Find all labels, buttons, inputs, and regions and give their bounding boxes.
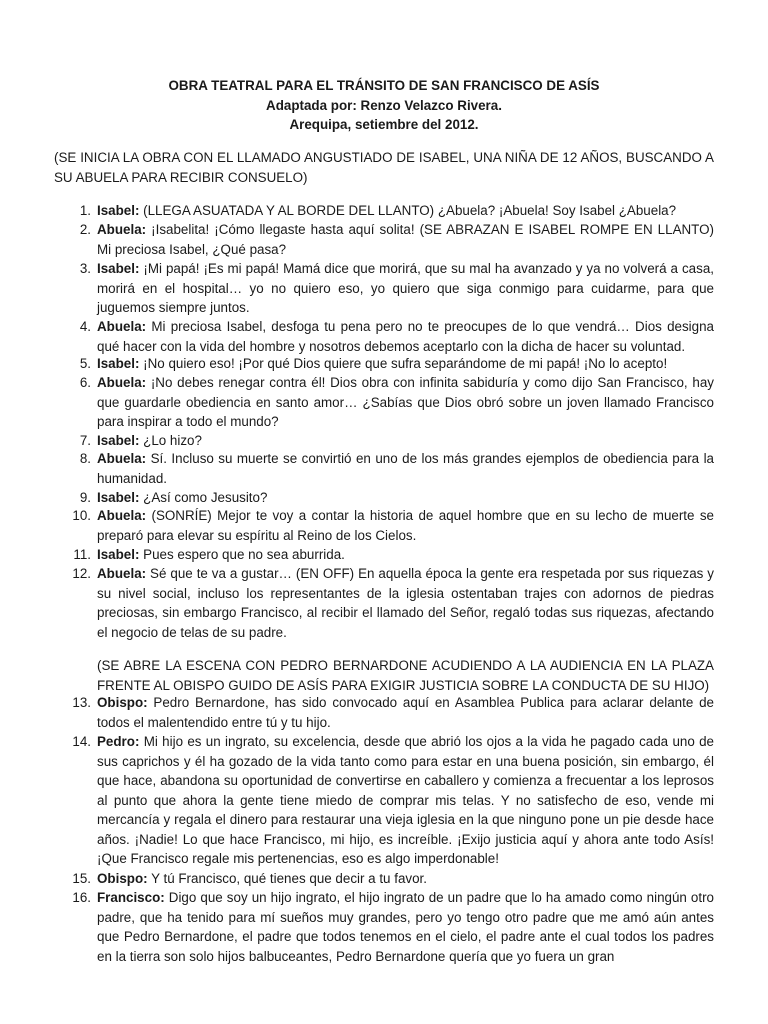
speaker-name: Abuela: [97,451,147,466]
dialogue-text: Y tú Francisco, qué tienes que decir a tu favor. [147,871,427,886]
speaker-name: Pedro: [97,734,140,749]
dialogue-text: ¡No quiero eso! ¡Por qué Dios quiere que sufra separándome de mi papá! ¡No lo acepto! [139,356,668,371]
line-number: 1. [79,203,91,218]
speaker-name: Abuela: [97,319,147,334]
line-number: 11. [73,547,91,562]
adapted-by: Adaptada por: Renzo Velazco Rivera. [266,97,502,113]
speaker-name: Isabel: [97,356,140,371]
dialogue-text: ¡Isabelita! ¡Cómo llegaste hasta aquí solita! (SE ABRAZAN E ISABEL ROMPE EN LLANTO) Mi preciosa Isabel, ¿Qué pasa? [97,222,714,257]
speaker-name: Isabel: [97,433,140,448]
line-number: 7. [79,433,91,448]
speaker-name: Abuela: [97,375,147,390]
dialogue-line [79,317,714,356]
dialogue-line [72,693,714,732]
dialogue-text: ¿Así como Jesusito? [139,490,268,505]
speaker-name: Abuela: [97,508,147,523]
dialogue-text: Digo que soy un hijo ingrato, el hijo ingrato de un padre que lo ha amado como ningún otro padre, que ha tenido para mí sueños muy grandes, pero yo tengo otro padre que me amó aún antes que Pedro Bernardone, el padre que todos tenemos en el cielo, el padre ante el cual todos los padres en la tierra son solo hijos balbuceantes, Pedro Bernardone quería que yo fuera un gran [97,890,714,964]
line-number: 12. [72,566,91,581]
dialogue-text: Sí. Incluso su muerte se convirtió en uno de los más grandes ejemplos de obediencia para la humanidad. [97,451,714,486]
dialogue-line [79,201,714,221]
place-date: Arequipa, setiembre del 2012. [289,117,479,132]
speaker-name: Isabel: [97,490,140,505]
speaker-name: Isabel: [97,547,140,562]
dialogue-text: (LLEGA ASUATADA Y AL BORDE DEL LLANTO) ¿Abuela? ¡Abuela! Soy Isabel ¿Abuela? [139,203,677,218]
dialogue-line [73,545,714,565]
line-number: 9. [79,490,91,505]
document-header [0,76,768,135]
dialogue-text: ¡No debes renegar contra él! Dios obra con infinita sabiduría y como dijo San Francisco, hay que guardarle obediencia en santo amor… ¿Sabías que Dios obró sobre un joven llamado Francisco para inspirar a todo el mundo? [97,375,714,429]
dialogue-text: (SONRÍE) Mejor te voy a contar la historia de aquel hombre que en su lecho de muerte se preparó para elevar su espíritu al Reino de los Cielos. [97,508,714,543]
speaker-name: Isabel: [97,261,140,276]
dialogue-line [79,449,714,488]
dialogue-line [79,259,714,318]
dialogue-line [79,220,714,259]
speaker-name: Abuela: [97,222,147,237]
dialogue-text: ¡Mi papá! ¡Es mi papá! Mamá dice que morirá, que su mal ha avanzado y ya no volverá a casa, morirá en el hospital… yo no quiero eso, yo quiero que siga conmigo para cuidarme, para que juguemos siempre juntos. [97,261,714,315]
dialogue-line [72,869,714,889]
document-title: OBRA TEATRAL PARA EL TRÁNSITO DE SAN FRANCISCO DE ASÍS [168,78,600,93]
speaker-name: Abuela: [97,566,147,581]
line-number: 5. [79,356,91,371]
line-number: 8. [79,451,91,466]
line-number: 14. [72,734,91,749]
speaker-name: Isabel: [97,203,140,218]
line-number: 10. [72,508,91,523]
line-number: 16. [72,890,91,905]
line-number: 13. [72,695,91,710]
dialogue-text: Mi hijo es un ingrato, su excelencia, desde que abrió los ojos a la vida he pagado cada uno de sus caprichos y él ha gozado de la vida tanto como para estar en una buena posición, sin embargo, él que hace, abandona su oportunidad de convertirse en caballero y comienza a frecuentar a los leprosos al punto que ahora la gente tiene miedo de comprar mis telas. Y no satisfecho de eso, vende mi mercancía y regala el dinero para restaurar una vieja iglesia en la que ninguno pone un pie desde hace años. ¡Nadie! Lo que hace Francisco, mi hijo, es increíble. ¡Exijo justicia aquí y ahora ante todo Asís! ¡Que Francisco regale mis pertenencias, eso es algo imperdonable! [97,734,714,866]
line-number: 15. [72,871,91,886]
dialogue-line [72,732,714,869]
line-number: 3. [79,261,91,276]
dialogue-line [79,373,714,432]
speaker-name: Obispo: [97,695,148,710]
scene-stage-direction: (SE ABRE LA ESCENA CON PEDRO BERNARDONE ACUDIENDO A LA AUDIENCIA EN LA PLAZA FRENTE AL OBISPO GUIDO DE ASÍS PARA EXIGIR JUSTICIA SOBRE LA CONDUCTA DE SU HIJO) [97,658,714,693]
dialogue-text: Sé que te va a gustar… (EN OFF) En aquella época la gente era respetada por sus riquezas y su nivel social, incluso los representantes de la iglesia ostentaban trajes con adornos de piedras preciosas, sin embargo Francisco, al recibir el llamado del Señor, regaló todas sus riquezas, afectando el negocio de telas de su padre. [97,566,714,640]
speaker-name: Francisco: [97,890,165,905]
dialogue-line [79,431,714,451]
dialogue-text: Pues espero que no sea aburrida. [139,547,345,562]
dialogue-line [72,564,714,642]
line-number: 4. [79,319,91,334]
dialogue-line [72,506,714,545]
intro-stage-direction: (SE INICIA LA OBRA CON EL LLAMADO ANGUSTIADO DE ISABEL, UNA NIÑA DE 12 AÑOS, BUSCANDO A SU ABUELA PARA RECIBIR CONSUELO) [54,150,714,185]
dialogue-line [72,888,714,966]
line-number: 2. [79,222,91,237]
dialogue-text: Mi preciosa Isabel, desfoga tu pena pero no te preocupes de lo que vendrá… Dios designa qué hacer con la vida del hombre y nosotros debemos aceptarlo con la dicha de hacer su voluntad. [97,319,714,354]
dialogue-text: ¿Lo hizo? [139,433,202,448]
dialogue-line [79,488,714,508]
dialogue-text: Pedro Bernardone, has sido convocado aquí en Asamblea Publica para aclarar delante de todos el malentendido entre tú y tu hijo. [97,695,714,730]
speaker-name: Obispo: [97,871,148,886]
line-number: 6. [79,375,91,390]
dialogue-line [79,354,714,374]
